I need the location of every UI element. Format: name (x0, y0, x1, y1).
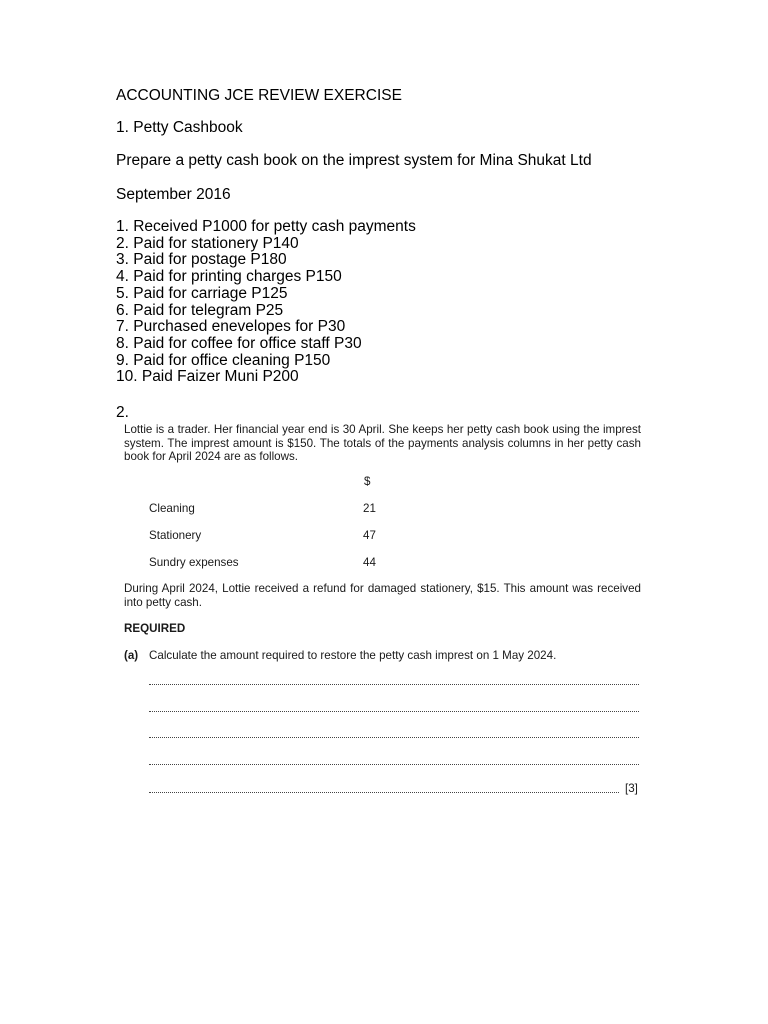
list-item: 7. Purchased enevelopes for P30 (116, 318, 346, 336)
table-row-value: 21 (363, 502, 376, 515)
table-row-label: Cleaning (149, 502, 195, 515)
table-row-value: 44 (363, 556, 376, 569)
table-row-label: Stationery (149, 529, 202, 542)
answer-line (149, 711, 639, 712)
list-item: 10. Paid Faizer Muni P200 (116, 368, 299, 386)
answer-line (149, 764, 639, 765)
list-item: 5. Paid for carriage P125 (116, 284, 288, 302)
list-item: 1. Received P1000 for petty cash payments (116, 218, 416, 235)
list-item: 6. Paid for telegram P25 (116, 301, 284, 319)
part-a-label: (a) (124, 649, 139, 662)
answer-line (149, 737, 639, 738)
list-item: 9. Paid for office cleaning P150 (116, 351, 331, 369)
refund-note: During April 2024, Lottie received a refund for damaged stationery, $15. This amount was received into petty cash. (124, 582, 641, 609)
table-row-label: Sundry expenses (149, 556, 239, 569)
answer-line (149, 792, 619, 793)
answer-line (149, 684, 639, 685)
section-2-number: 2. (116, 404, 129, 421)
instruction-text: Prepare a petty cash book on the imprest system for Mina Shukat Ltd (116, 152, 592, 169)
list-item: 8. Paid for coffee for office staff P30 (116, 334, 362, 352)
list-item: 4. Paid for printing charges P150 (116, 268, 342, 286)
transaction-list (116, 219, 416, 386)
required-label: REQUIRED (124, 622, 186, 635)
question-2-intro: Lottie is a trader. Her financial year end is 30 April. She keeps her petty cash book using the imprest system. The imprest amount is $150. The totals of the payments analysis columns in her petty cash book for April 2024 are as follows. (124, 423, 641, 463)
marks-label: [3] (625, 782, 638, 795)
table-row-value: 47 (363, 529, 376, 542)
part-a-question: Calculate the amount required to restore the petty cash imprest on 1 May 2024. (149, 649, 557, 662)
list-item: 2. Paid for stationery P140 (116, 234, 299, 252)
document-title: ACCOUNTING JCE REVIEW EXERCISE (116, 87, 402, 104)
currency-header: $ (364, 475, 371, 488)
period-text: September 2016 (116, 186, 231, 203)
list-item: 3. Paid for postage P180 (116, 251, 287, 269)
section-1-heading: 1. Petty Cashbook (116, 119, 243, 136)
